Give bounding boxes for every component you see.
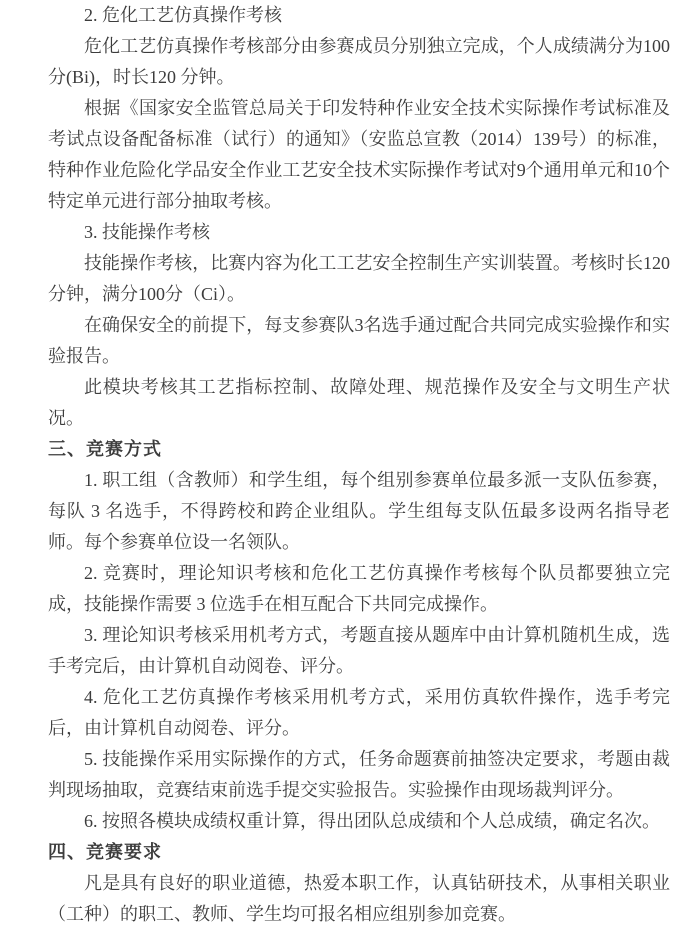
heading-section-4-competition-requirements: 四、竞赛要求 (48, 842, 162, 862)
para-requirements-eligibility: 凡是具有良好的职业道德，热爱本职工作，认真钻研技术，从事相关职业（工种）的职工、教师、学生均可报名相应组别参加竞赛。 (48, 873, 670, 924)
para-skill-assessment-details: 技能操作考核，比赛内容为化工工艺安全控制生产实训装置。考核时长120分钟，满分100分（Ci）。 (48, 253, 670, 304)
document-body (48, 0, 670, 930)
para-method-6-score-weighting: 6. 按照各模块成绩权重计算，得出团队总成绩和个人总成绩，确定名次。 (84, 811, 660, 831)
para-team-cooperation: 在确保安全的前提下，每支参赛队3名选手通过配合共同完成实验操作和实验报告。 (48, 315, 670, 366)
para-method-5-practical-operation: 5. 技能操作采用实际操作的方式，任务命题赛前抽签决定要求，考题由裁判现场抽取，竞赛结束前选手提交实验报告。实验操作由现场裁判评分。 (48, 749, 670, 800)
heading-section-3-competition-method: 三、竞赛方式 (48, 439, 162, 459)
para-method-3-theory-computer-exam: 3. 理论知识考核采用机考方式，考题直接从题库中由计算机随机生成，选手考完后，由计算机自动阅卷、评分。 (48, 625, 670, 676)
item-2-simulation-assessment-heading: 2. 危化工艺仿真操作考核 (84, 5, 282, 25)
para-method-2-independent-completion: 2. 竞赛时，理论知识考核和危化工艺仿真操作考核每个队员都要独立完成，技能操作需要 3 位选手在相互配合下共同完成操作。 (48, 563, 670, 614)
para-standard-basis: 根据《国家安全监管总局关于印发特种作业安全技术实际操作考试标准及考试点设备配备标准（试行）的通知》（安监总宣教（2014）139号）的标准，特种作业危险化学品安全作业工艺安全技术实际操作考试对9个通用单元和10个特定单元进行部分抽取考核。 (48, 98, 670, 211)
item-3-skill-assessment-heading: 3. 技能操作考核 (84, 222, 210, 242)
para-module-evaluation-scope: 此模块考核其工艺指标控制、故障处理、规范操作及安全与文明生产状况。 (48, 377, 670, 428)
para-simulation-assessment-details: 危化工艺仿真操作考核部分由参赛成员分别独立完成，个人成绩满分为100分(Bi)，时长120 分钟。 (48, 36, 670, 87)
para-method-1-groups: 1. 职工组（含教师）和学生组，每个组别参赛单位最多派一支队伍参赛，每队 3 名选手，不得跨校和跨企业组队。学生组每支队伍最多设两名指导老师。每个参赛单位设一名领队。 (48, 470, 670, 552)
para-method-4-simulation-computer-exam: 4. 危化工艺仿真操作考核采用机考方式，采用仿真软件操作，选手考完后，由计算机自动阅卷、评分。 (48, 687, 670, 738)
